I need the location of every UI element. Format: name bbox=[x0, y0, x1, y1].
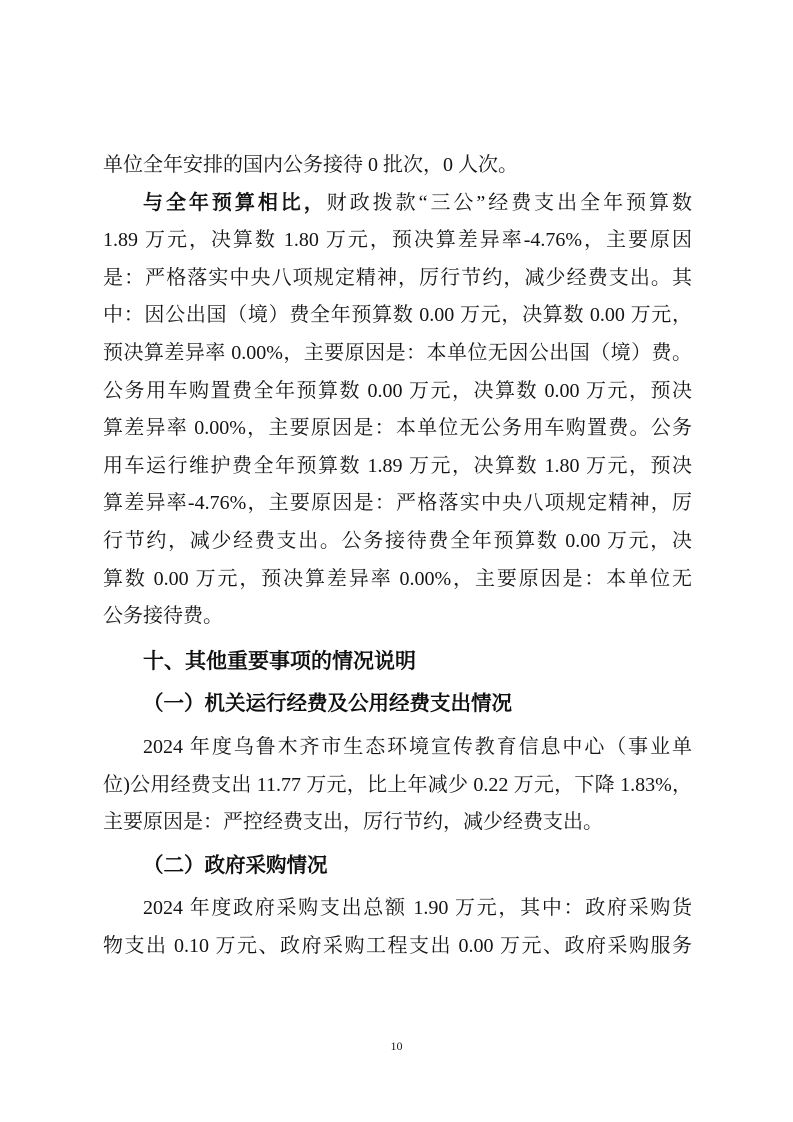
body-line: 物支出 0.10 万元、政府采购工程支出 0.00 万元、政府采购服务 bbox=[103, 934, 692, 957]
body-line: 位)公用经费支出 11.77 万元，比上年减少 0.22 万元，下降 1.83%， bbox=[103, 773, 692, 796]
sub-heading: （一）机关运行经费及公用经费支出情况 bbox=[143, 693, 512, 716]
body-line: 2024 年度乌鲁木齐市生态环境宣传教育信息中心（事业单 bbox=[143, 735, 692, 758]
body-line: 主要原因是：严控经费支出，厉行节约，减少经费支出。 bbox=[103, 811, 603, 834]
body-line: 是：严格落实中央八项规定精神，厉行节约，减少经费支出。其 bbox=[103, 266, 692, 289]
body-line: 公务用车购置费全年预算数 0.00 万元，决算数 0.00 万元，预决 bbox=[103, 379, 692, 402]
page-number: 10 bbox=[390, 1039, 403, 1053]
body-line: 中：因公出国（境）费全年预算数 0.00 万元，决算数 0.00 万元， bbox=[103, 304, 692, 327]
section-heading: 十、其他重要事项的情况说明 bbox=[143, 649, 416, 673]
body-line: 算差异率 0.00%，主要原因是：本单位无公务用车购置费。公务 bbox=[103, 417, 692, 440]
body-line: 行节约，减少经费支出。公务接待费全年预算数 0.00 万元，决 bbox=[103, 529, 692, 552]
bold-lead-in: 与全年预算相比， bbox=[143, 191, 327, 214]
sub-heading: （二）政府采购情况 bbox=[143, 854, 328, 877]
body-line: 预决算差异率 0.00%，主要原因是：本单位无因公出国（境）费。 bbox=[103, 341, 692, 364]
body-line-text: 财政拨款“三公”经费支出全年预算数 bbox=[326, 191, 692, 214]
body-line: 公务接待费。 bbox=[103, 605, 223, 628]
body-line: 用车运行维护费全年预算数 1.89 万元，决算数 1.80 万元，预决 bbox=[103, 454, 692, 477]
body-line: 2024 年度政府采购支出总额 1.90 万元，其中：政府采购货 bbox=[143, 897, 692, 920]
body-line: 1.89 万元，决算数 1.80 万元，预决算差异率-4.76%，主要原因 bbox=[103, 229, 692, 252]
body-line: 单位全年安排的国内公务接待 0 批次，0 人次。 bbox=[103, 154, 518, 176]
document-body bbox=[103, 147, 692, 965]
body-line bbox=[103, 185, 692, 223]
body-line: 算差异率-4.76%，主要原因是：严格落实中央八项规定精神，厉 bbox=[103, 492, 692, 515]
body-line: 算数 0.00 万元，预决算差异率 0.00%，主要原因是：本单位无 bbox=[103, 567, 692, 590]
